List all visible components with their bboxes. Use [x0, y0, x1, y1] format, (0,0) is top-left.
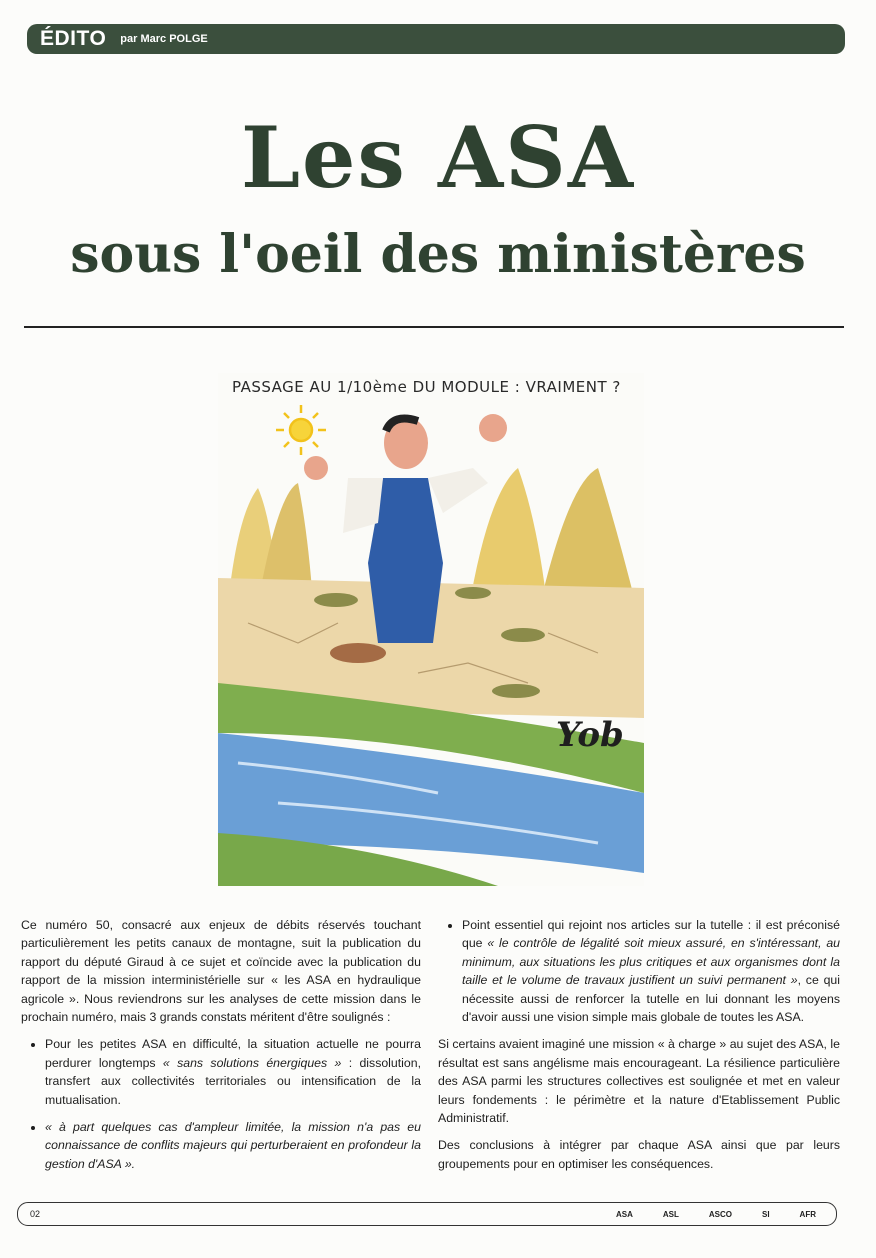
- author-byline: par Marc POLGE: [120, 33, 208, 45]
- closing-paragraph: Des conclusions à intégrer par chaque ASA ainsi que par leurs groupements pour en optimiser les conséquences.: [438, 1138, 840, 1171]
- findings-list: [21, 1035, 421, 1173]
- page-number: 02: [30, 1209, 41, 1219]
- section-header-bar: [27, 24, 845, 54]
- title-line-2: sous l'oeil des ministères: [70, 224, 806, 285]
- title-line-1: Les ASA: [240, 108, 636, 207]
- list-item: • « à part quelques cas d'ampleur limitée, la mission n'a pas eu connaissance de conflits majeurs qui perturberaient en profondeur la gestion d'ASA ».: [45, 1118, 421, 1173]
- bullet1-text-end: : dissolution, transfert aux collectivités territoriales ou intensification de la mutualisation.: [45, 1055, 421, 1107]
- cartoon-signature: Yob: [556, 715, 624, 755]
- text-column-left: [21, 916, 421, 1182]
- section-label: ÉDITO: [40, 27, 107, 50]
- conclusion-paragraph: Si certains avaient imaginé une mission « à charge » au sujet des ASA, le résultat est sans angélisme mais encourageant. La résilience particulière des ASA parmi les structures collectives est soulignée et met en valeur leurs fondements : le périmètre et la nature d'Etablissement Public Administratif.: [438, 1037, 840, 1126]
- title-rule: [24, 326, 844, 328]
- footer-tag: ASL: [662, 1209, 679, 1219]
- footer-tags: [586, 1210, 816, 1219]
- bullet1-quote: « sans solutions énergiques »: [162, 1055, 342, 1070]
- page-footer: [17, 1202, 837, 1226]
- bullet3-text-end: , ce qui nécessite aussi de renforcer la tutelle en lui donnant les moyens d'avoir aussi une vision simple mais globale de toutes les ASA.: [462, 973, 840, 1025]
- findings-list-continued: [438, 916, 840, 1026]
- footer-tag: ASA: [615, 1209, 633, 1219]
- footer-tag: AFR: [799, 1209, 816, 1219]
- text-column-right: [438, 916, 840, 1182]
- list-item: [45, 1035, 421, 1109]
- bullet3-quote: « le contrôle de légalité soit mieux assuré, en s'intéressant, au minimum, aux situations les plus critiques et aux organismes dont la taille et le volume de travaux justifient un suivi permanent »: [462, 936, 841, 988]
- footer-tag: SI: [761, 1209, 770, 1219]
- footer-tag: ASCO: [708, 1209, 732, 1219]
- cartoon-caption: PASSAGE AU 1/10ème DU MODULE : VRAIMENT ?: [232, 378, 621, 396]
- bullet1-text: Pour les petites ASA en difficulté, la situation actuelle ne pourra perdurer longtemps: [45, 1037, 421, 1070]
- bullet3-text: Point essentiel qui rejoint nos articles sur la tutelle : il est préconisé que: [462, 918, 840, 951]
- cartoon-illustration: [218, 373, 644, 886]
- list-item: [462, 916, 840, 1026]
- intro-paragraph: Ce numéro 50, consacré aux enjeux de débits réservés touchant particulièrement les petits canaux de montagne, suit la publication du rapport du député Giraud à ce sujet et coïncide avec la publication du rapport de la mission interministérielle sur « les ASA en hydraulique agricole ». Nous reviendrons sur les analyses de cette mission dans le prochain numéro, mais 3 grands constats méritent d'être soulignés :: [21, 918, 421, 1025]
